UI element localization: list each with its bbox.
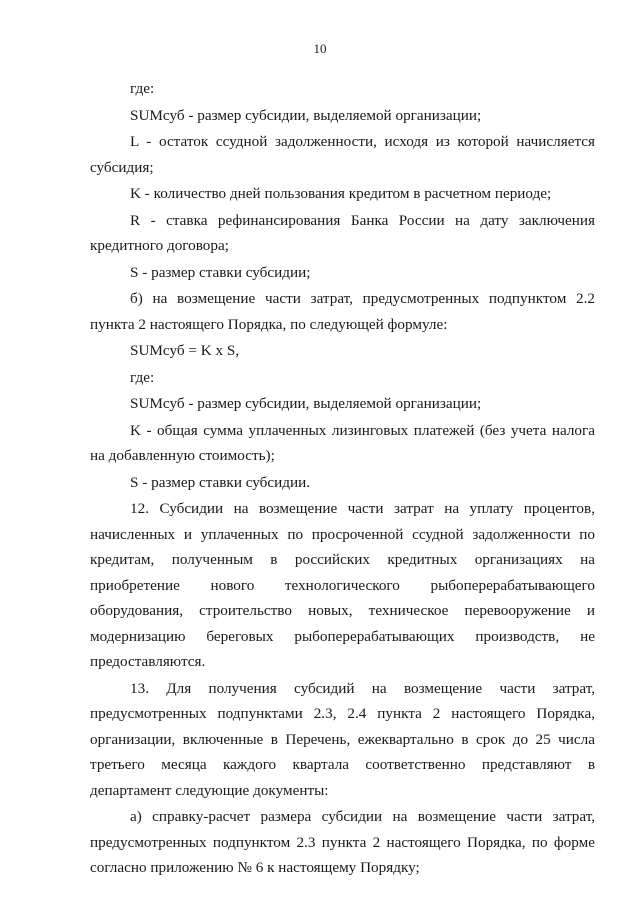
paragraph-k-days-def: K - количество дней пользования кредитом в расчетном периоде; <box>130 185 552 202</box>
paragraph-r-def: R - ставка рефинансирования Банка России на дату заключения кредитного договора; <box>90 211 595 254</box>
page-number: 10 <box>313 41 327 56</box>
paragraph-item-12: 12. Субсидии на возмещение части затрат на уплату процентов, начисленных и уплаченных по просроченной ссудной задолженности по кредитам, полученным в российских кредитных организациях на приобретение нового технологического рыбоперерабатывающего оборудования, строительство новых, техническое перевооружение и модернизацию береговых рыбоперерабатывающих производств, не предоставляются. <box>90 500 595 670</box>
paragraph-formula: SUMсуб = K x S, <box>130 342 240 359</box>
paragraph-s-def-2: S - размер ставки субсидии. <box>130 473 311 491</box>
paragraph-l-def: L - остаток ссудной задолженности, исходя из которой начисляется субсидия; <box>90 133 595 176</box>
paragraph-item-13a: а) справку-расчет размера субсидии на возмещение части затрат, предусмотренных подпунктом 2.3 пункта 2 настоящего Порядка, по форме согласно приложению № 6 к настоящему Порядку; <box>90 808 595 876</box>
paragraph-item-13: 13. Для получения субсидий на возмещение части затрат, предусмотренных подпунктами 2.3, 2.4 пункта 2 настоящего Порядка, организации, включенные в Перечень, ежеквартально в срок до 25 числа третьего месяца каждого квартала соответственно представляют в департамент следующие документы: <box>90 679 595 799</box>
paragraph-k-leasing-def: K - общая сумма уплаченных лизинговых платежей (без учета налога на добавленную стоимость); <box>90 421 595 464</box>
paragraph-where-1: где: <box>130 80 155 97</box>
paragraph-where-2: где: <box>130 368 155 386</box>
paragraph-sumsub-def-2: SUMсуб - размер субсидии, выделяемой организации; <box>130 395 482 412</box>
paragraph-s-def-1: S - размер ставки субсидии; <box>130 263 311 281</box>
paragraph-sumsub-def-1: SUMсуб - размер субсидии, выделяемой организации; <box>130 106 482 124</box>
document-body <box>90 76 595 881</box>
paragraph-b-item: б) на возмещение части затрат, предусмотренных подпунктом 2.2 пункта 2 настоящего Порядка, по следующей формуле: <box>90 290 595 333</box>
